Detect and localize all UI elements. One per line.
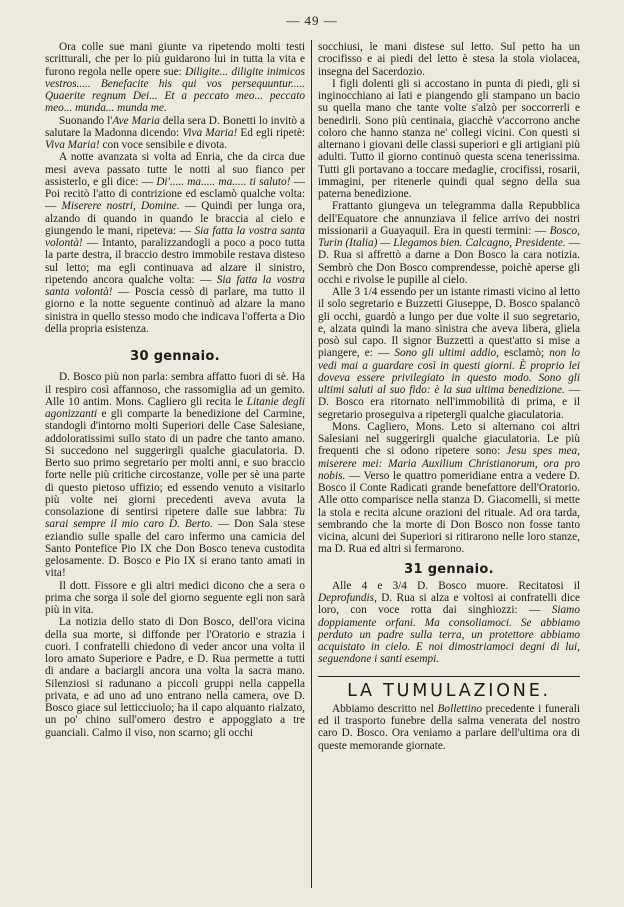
paragraph: Ora colle sue mani giunte va ripetendo molti testi scritturali, che per lo più guidarono lui in tutta la vita e furono regola nelle opere sue: Diligite... diligite inimicos vestros..... Benefacite his qui vos persequuntur..... Quaerite regnum Dei... Et a peccato meo... peccato meo... munda... munda me. xyxy=(45,41,306,115)
paragraph: socchiusi, le mani distese sul letto. Sul petto ha un crocifisso e ai piedi del letto è stesa la stola violacea, insegna del Sacerdozio. xyxy=(318,41,580,78)
section-heading-30-gennaio: 30 gennaio. xyxy=(130,349,220,364)
paragraph: A notte avanzata si volta ad Enria, che da circa due mesi aveva passato tutte le notti al suo fianco per assisterlo, e gli dice: — Di'..... ma..... ma..... ti saluto! — Poi recitò l'atto di contrizione ed esclamò qualche volta: — Miserere nostri, Domine. — Quindi per lunga ora, alzando di quando in quando le braccia al cielo e giungendo le mani, ripeteva: — Sia fatta la vostra santa volontà! — Intanto, paralizzandogli a poco a poco tutta la parte destra, il braccio destro immobile restava disteso sul letto; ma egli continuava ad alzare il sinistro, ripetendo ancora qualche volta: — Sia fatta la vostra santa volontà! — Poscia cessò di parlare, ma tutto il giorno e la notte seguente continuò ad alzare la mano sinistra in quello stesso modo che indicava l'offerta a Dio della propria esistenza. xyxy=(45,151,306,335)
page-number: — 49 — xyxy=(286,13,338,28)
paragraph: Frattanto giungeva un telegramma dalla Repubblica dell'Equatore che annunziava il felice arrivo dei nostri missionarii a Guayaquil. Era in questi termini: — Bosco, Turin (Italia) — Llegamos bien. Calcagno, Presidente. — D. Rua si affrettò a darne a Don Bosco la cara notizia. Sembrò che Don Bosco comprendesse, poichè aperse gli occhi e rivolse le pupille al cielo. xyxy=(318,200,580,286)
paragraph: Alle 4 e 3/4 D. Bosco muore. Recitatosi il Deprofundis, D. Rua si alza e voltosi ai confratelli dice loro, con voce rotta dai singhiozzi: — Siamo doppiamente orfani. Ma consoliamoci. Se abbiamo perduto un padre sulla terra, un protettore abbiamo acquistato in cielo. E noi dimostriamoci degni di lui, seguendone i santi esempi. xyxy=(318,579,580,666)
right-column xyxy=(318,41,580,752)
paragraph: Il dott. Fissore e gli altri medici dicono che a sera o prima che sorga il sole del giorno seguente egli non sarà più in vita. xyxy=(45,579,305,616)
tumulazione-block xyxy=(318,676,580,752)
paragraph: D. Bosco più non parla: sembra affatto fuori di sè. Ha il respiro così affannoso, che rassomiglia ad un gemito. Alle 10 antim. Mons. Cagliero gli recita le Litanie degli agonizzanti e gli comparte la benedizione del Carmine, standogli d'intorno molti Superiori delle Case Salesiane, addoloratissimi sullo stato di un padre che tanto amano. Si succedono nel suggerirgli qualche giaculatoria. D. Berto suo primo segretario per molti anni, e suo braccio forte nelle più critiche circostanze, volle per sè una parte di questo pietoso uffizio; ed essendo venuto a visitarlo più volte nei giorni precedenti aveva avuta la consolazione di sentirsi ripetere dalle sue labbra: Tu sarai sempre il mio caro D. Berto. — Don Sala stese eziandio sulle spalle del caro infermo una camicia del Santo Pontefice Pio IX che Don Bosco teneva custodita gelosamente. D. Bosco e Pio IX si erano tanto amati in vita! xyxy=(45,371,305,580)
paragraph: Suonando l'Ave Maria della sera D. Bonetti lo invitò a salutare la Madonna dicendo: Viva Maria! Ed egli ripetè: Viva Maria! con voce sensibile e divota. xyxy=(45,114,305,151)
left-column xyxy=(45,41,305,739)
column-divider xyxy=(311,40,312,888)
paragraph: Mons. Cagliero, Mons. Leto si alternano coi altri Salesiani nel suggerirgli qualche giaculatoria. Le più frequenti che si odono ripetere sono: Jesu spes mea, miserere mei: Maria Auxilium Christianorum, ora pro nobis. — Verso le quattro pomeridiane entra a vedere D. Bosco il Conte Radicati grande benefattore dell'Oratorio. Alle otto comparisce nella stanza D. Giacomelli, si mette la stola e recita alcune orazioni del rituale. Ad ora tarda, sembrando che la morte di Don Bosco non fosse tanto vicina, alcuni dei Superiori si ritirarono nelle loro stanze, ma D. Rua ed altri si fermarono. xyxy=(318,420,580,556)
paragraph: La notizia dello stato di Don Bosco, dell'ora vicina della sua morte, si diffonde per l'Oratorio e strazia i cuori. I confratelli chiedono di veder ancor una volta il loro amato Superiore e Padre, e D. Rua permette a tutti di andare a baciargli ancora una volta la sacra mano. Silenziosi si radunano a piccoli gruppi nella cappella privata, e ad uno ad uno entrano nella camera, ove D. Bosco giace sul letticciuolo; ha il capo alquanto rialzato, un po' chino sull'omero destro e appoggiato a tre guanciali. Calmo il viso, non scarno; gli occhi xyxy=(45,616,305,739)
paragraph: I figli dolenti gli si accostano in punta di piedi, gli si inginocchiano ai lati e piangendo gli stampano un bacio su quella mano che tante volte s'alzò per soccorrerli e benedirli. Sono più centinaia, giacchè v'accorrono anche coloro che hanno stanza ne' collegi vicini. Con questi si alternano i giovani delle classi superiori e gli artigiani più adulti. Tutto il giorno continuò questa scena tenerissima. Tutti gli portavano a toccare medaglie, crocifissi, rosarii, immagini, per ritenerle quindi qual segno della sua paterna benedizione. xyxy=(318,77,580,200)
paragraph: Abbiamo descritto nel Bollettino precedente i funerali ed il trasporto funebre della salma venerata del nostro caro D. Bosco. Ora veniamo a parlare dell'ultima ora di queste memorande giornate. xyxy=(318,702,581,752)
section-heading-31-gennaio: 31 gennaio. xyxy=(404,561,494,577)
paragraph: Alle 3 1/4 essendo per un istante rimasti vicino al letto il solo segretario e Buzzetti Giuseppe, D. Bosco spalancò gli occhi, guardò a lungo per due volte il suo segretario, e, alzata quindi la mano sinistra che aveva libera, gliela posò sul capo. Il signor Buzzetti a quest'atto si mise a piangere, e: — Sono gli ultimi addio, esclamò; non lo vedi mai a guardare così in questi giorni. È proprio lei doveva essere privilegiato in questo modo. Sono gli ultimi saluti al suo fido: è la sua ultima benedizione. — D. Bosco era ritornato nell'immobilità di prima, e il segretario proseguiva a ripetergli qualche giaculatoria. xyxy=(318,286,581,421)
section-heading-tumulazione: LA TUMULAZIONE. xyxy=(347,680,551,701)
